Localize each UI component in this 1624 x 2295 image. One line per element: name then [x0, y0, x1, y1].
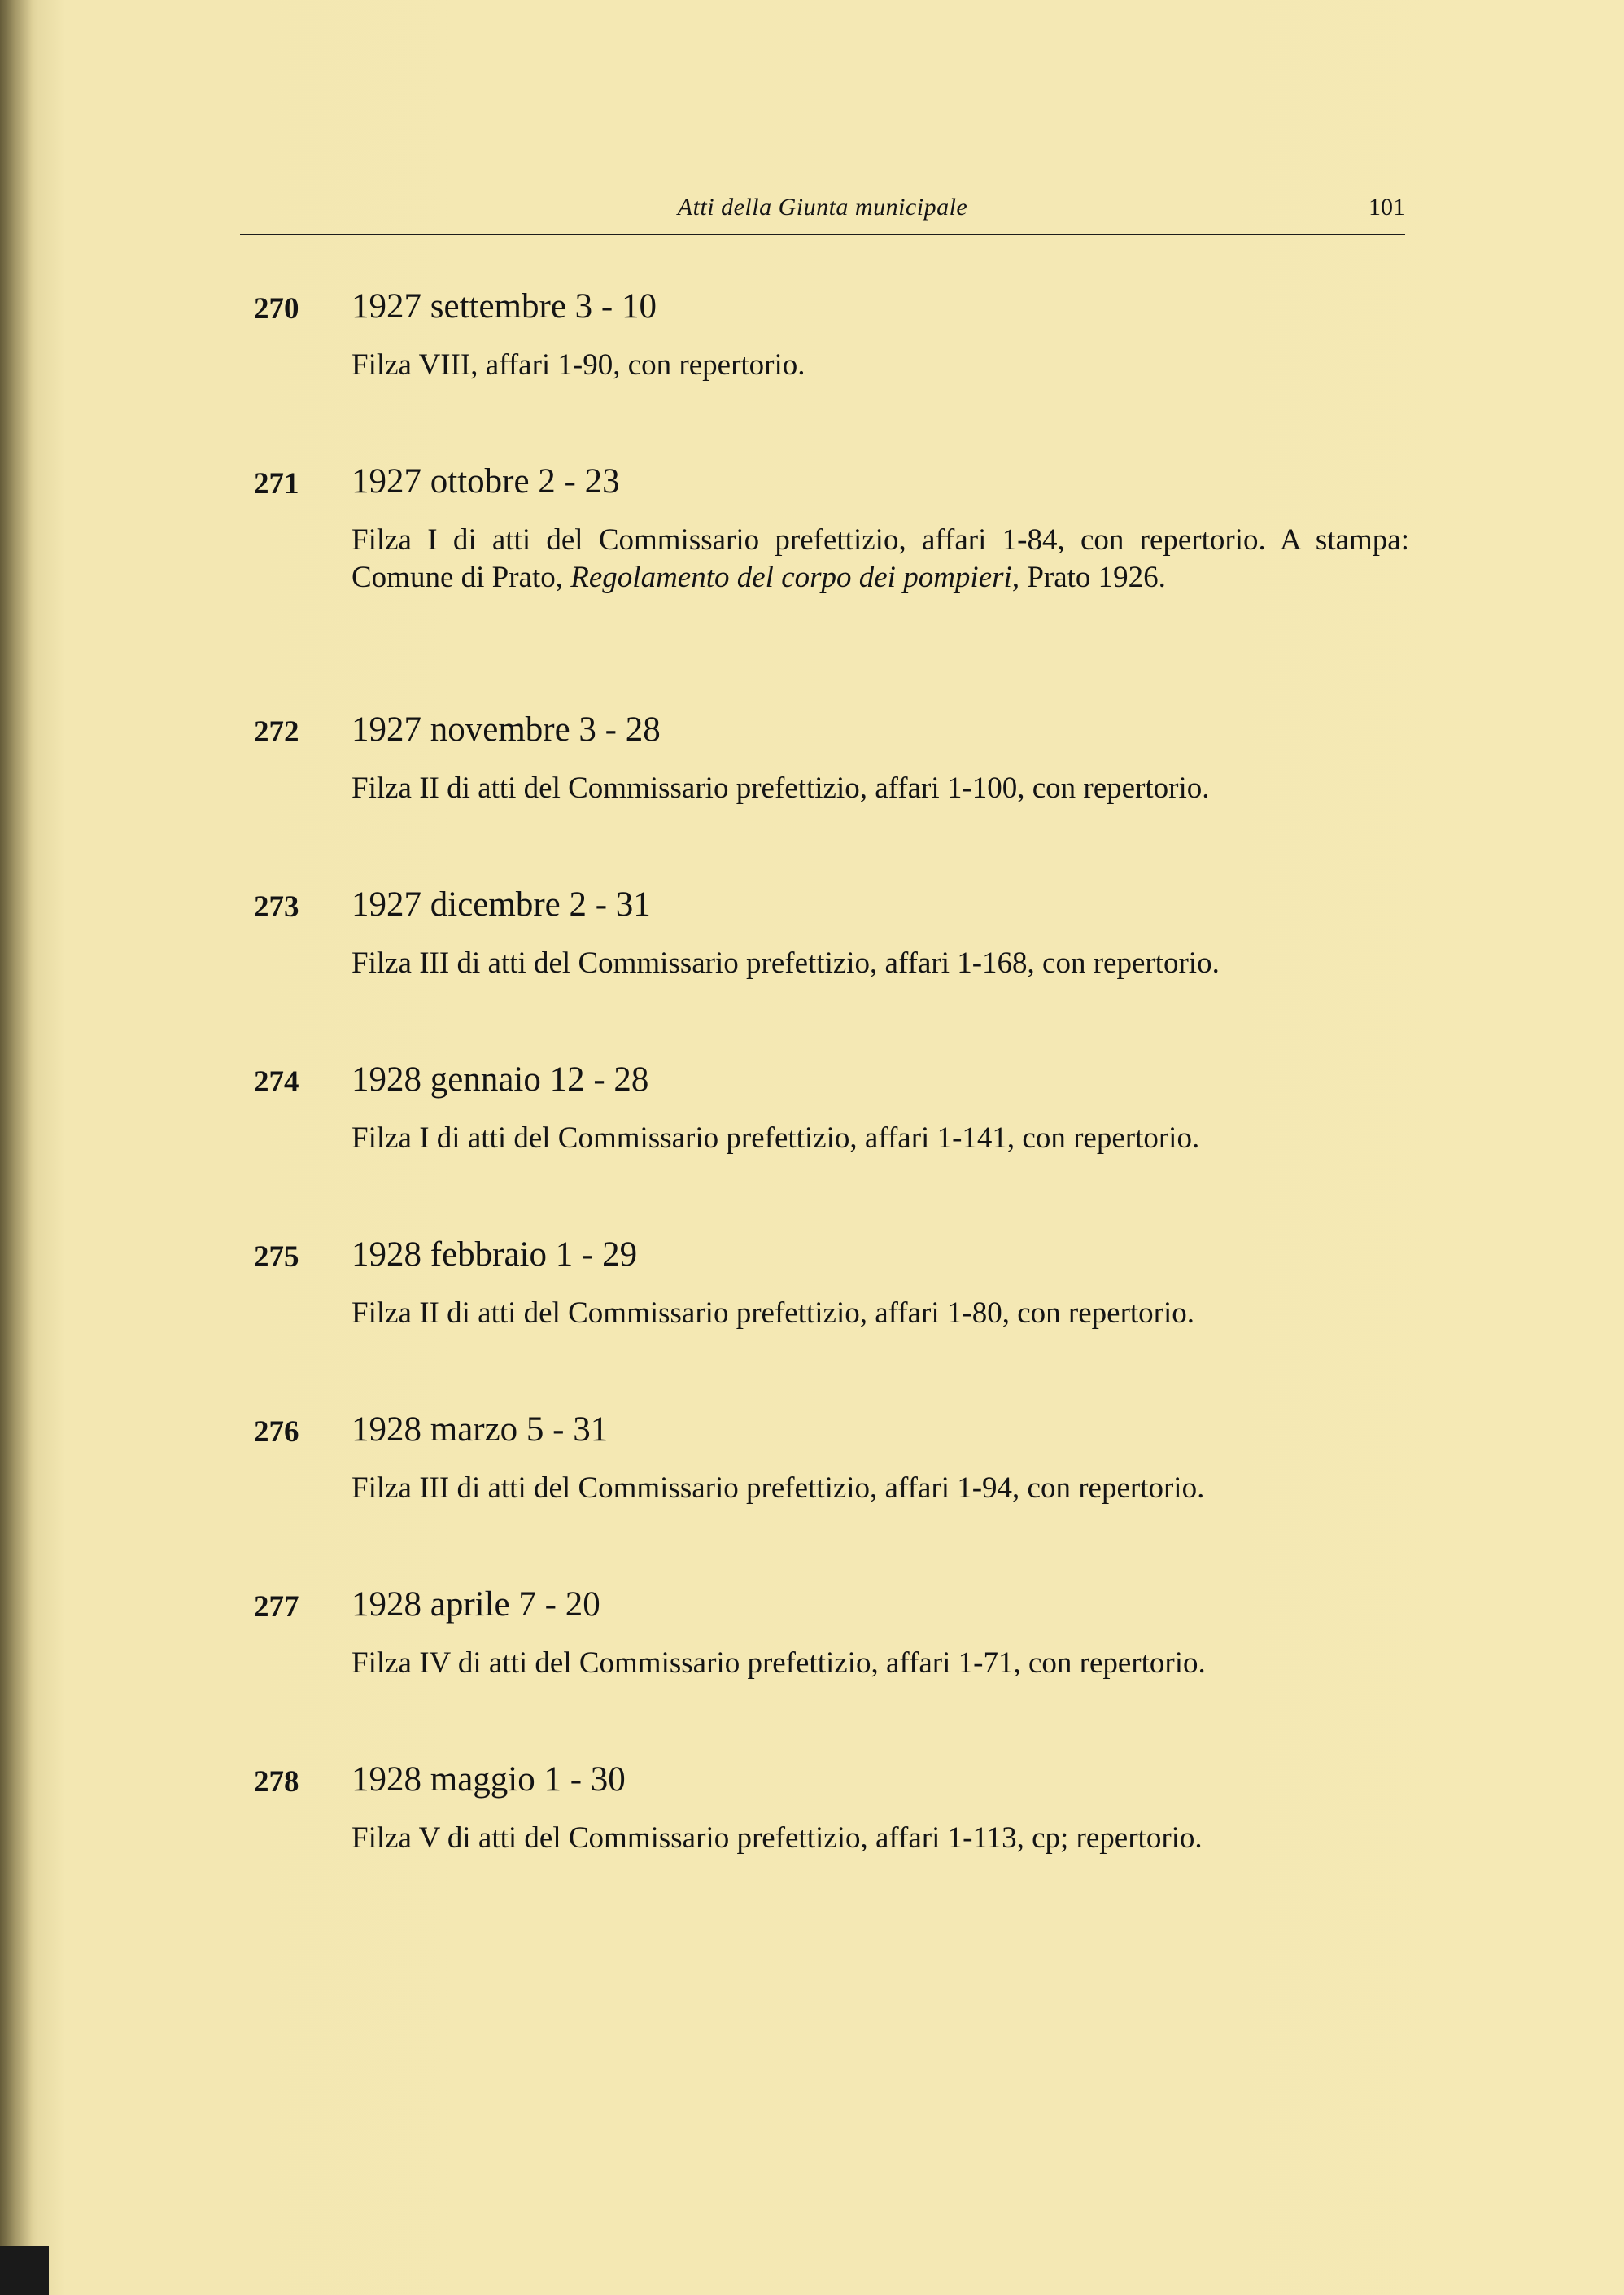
entry-272	[254, 708, 1409, 883]
entry-description: Filza V di atti del Commissario prefettizio, affari 1-113, cp; repertorio.	[351, 1821, 1203, 1855]
print-title: Regolamento del corpo dei pompieri	[570, 561, 1012, 594]
entry-number: 277	[254, 1590, 299, 1624]
entry-276	[254, 1408, 1409, 1583]
entry-date: 1928 maggio 1 - 30	[351, 1760, 626, 1799]
entry-number: 273	[254, 890, 299, 924]
entry-description-line: Filza I di atti del Commissario prefettizio, affari 1-84, con repertorio.	[351, 523, 1266, 557]
entry-list	[254, 285, 1409, 1933]
entry-date: 1928 marzo 5 - 31	[351, 1410, 609, 1449]
entry-date: 1928 gennaio 12 - 28	[351, 1060, 649, 1099]
entry-number: 274	[254, 1065, 299, 1099]
entry-description: Filza I di atti del Commissario prefettizio, affari 1-141, con repertorio.	[351, 1121, 1200, 1155]
entry-number: 275	[254, 1240, 299, 1274]
entry-273	[254, 883, 1409, 1058]
entry-270	[254, 285, 1409, 460]
print-prefix: A stampa: Comune di Prato,	[351, 523, 1409, 594]
page-number: 101	[1369, 194, 1405, 221]
entry-277	[254, 1583, 1409, 1758]
entry-date: 1928 febbraio 1 - 29	[351, 1235, 638, 1274]
entry-275	[254, 1233, 1409, 1408]
entry-number: 276	[254, 1415, 299, 1449]
entry-date: 1928 aprile 7 - 20	[351, 1585, 600, 1624]
entry-number: 278	[254, 1765, 299, 1799]
entry-description	[351, 517, 1409, 597]
entry-274	[254, 1058, 1409, 1233]
print-suffix: , Prato 1926.	[1011, 561, 1166, 594]
entry-description: Filza II di atti del Commissario prefettizio, affari 1-80, con repertorio.	[351, 1296, 1195, 1330]
entry-description: Filza VIII, affari 1-90, con repertorio.	[351, 348, 805, 382]
entry-271	[254, 460, 1409, 708]
entry-number: 271	[254, 467, 299, 501]
entry-date: 1927 novembre 3 - 28	[351, 710, 661, 749]
entry-date: 1927 dicembre 2 - 31	[351, 885, 651, 924]
binding-shadow	[0, 0, 33, 2295]
entry-number: 272	[254, 715, 299, 749]
entry-description: Filza III di atti del Commissario prefettizio, affari 1-94, con repertorio.	[351, 1471, 1205, 1505]
entry-description: Filza II di atti del Commissario prefettizio, affari 1-100, con repertorio.	[351, 772, 1210, 805]
entry-description: Filza III di atti del Commissario prefettizio, affari 1-168, con repertorio.	[351, 946, 1220, 980]
entry-date: 1927 ottobre 2 - 23	[351, 462, 620, 501]
running-header	[240, 194, 1405, 234]
running-title: Atti della Giunta municipale	[677, 194, 968, 221]
entry-description: Filza IV di atti del Commissario prefettizio, affari 1-71, con repertorio.	[351, 1646, 1206, 1680]
header-rule	[240, 234, 1405, 235]
entry-date: 1927 settembre 3 - 10	[351, 287, 657, 326]
entry-number: 270	[254, 292, 299, 326]
scan-corner	[0, 2246, 49, 2295]
entry-278	[254, 1758, 1409, 1933]
